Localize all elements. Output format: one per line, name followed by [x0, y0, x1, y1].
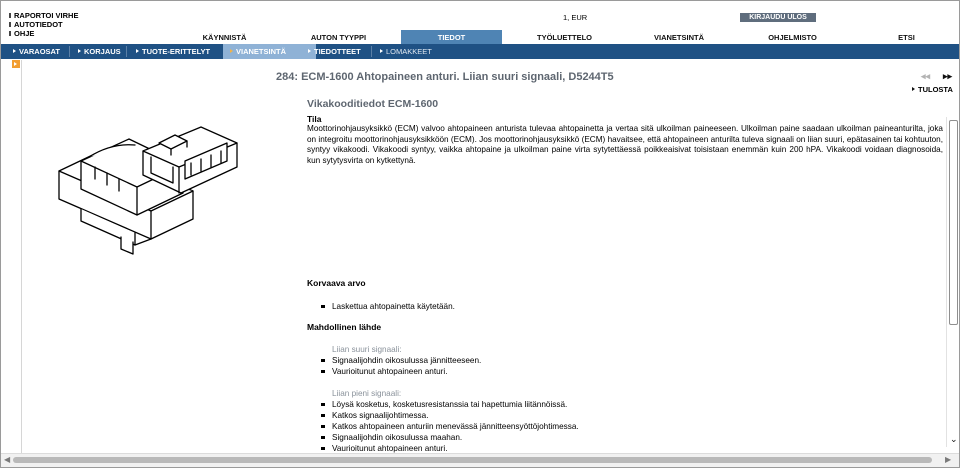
tab-start[interactable]: KÄYNNISTÄ	[202, 33, 247, 42]
subnav-divider	[371, 46, 372, 57]
next-page-button[interactable]: ▸▸	[943, 71, 953, 81]
arrow-icon	[912, 87, 915, 91]
subnav-specifications[interactable]: TUOTE-ERITTELYT	[129, 44, 232, 59]
report-error-link[interactable]: RAPORTOI VIRHE	[9, 11, 78, 20]
expand-panel-icon[interactable]	[12, 60, 20, 68]
help-link[interactable]: OHJE	[9, 29, 78, 38]
status-description: Moottorinohjausyksikkö (ECM) valvoo ahtopaineen anturista tulevaa ahtopainetta ja vertaa sitä ulkoilman paineeseen. Ulkoilman paine saadaan ulkoilman paineanturilta, joka on integroitu moottorinohjausyksikköön (ECM). Jos moottorinohjausyksikkö (ECM) havaitsee, että ahtopaineen anturilta tuleva signaali on liian suuri, epätasainen tai kohtuuton, syntyy vikakoodi. Vikakoodi syntyy, vaikka ahtopaine ja ulkoilman paine virta sytytettäessä poikkeaisivat toisistaan enemmän kuin 200 hPA. Vikakoodi voidaan diagnosoida, kun sytytysvirta on kytkettynä.	[307, 124, 943, 165]
low-signal-label: Liian pieni signaali:	[332, 388, 402, 398]
vertical-scrollbar[interactable]	[946, 117, 960, 447]
arrow-icon	[308, 49, 311, 53]
link-bullet-icon	[9, 22, 11, 27]
low-signal-list	[307, 399, 943, 454]
list-item: Vaurioitunut ahtopaineen anturi.	[332, 366, 943, 377]
substitute-value-section	[307, 278, 943, 312]
subnav-divider	[126, 46, 127, 57]
list-item: Katkos signaalijohtimessa.	[332, 410, 943, 421]
vehicle-info-link[interactable]: AUTOTIEDOT	[9, 20, 78, 29]
list-item: Signaalijohdin oikosulussa maahan.	[332, 432, 943, 443]
possible-source-heading: Mahdollinen lähde	[307, 322, 382, 332]
list-item: Katkos ahtopaineen anturiin menevässä jännitteensyöttöjohtimessa.	[332, 421, 943, 432]
substitute-value-heading: Korvaava arvo	[307, 278, 366, 288]
chevron-down-icon[interactable]: ⌄	[950, 434, 958, 444]
subnav-forms[interactable]: LOMAKKEET	[373, 44, 456, 59]
vertical-scroll-thumb[interactable]	[949, 120, 958, 325]
subnav-bulletins[interactable]: TIEDOTTEET	[301, 44, 382, 59]
list-item: Laskettua ahtopainetta käytetään.	[332, 301, 943, 312]
high-signal-label: Liian suuri signaali:	[332, 344, 402, 354]
header-links	[9, 11, 78, 38]
content-area	[307, 99, 943, 166]
high-signal-list	[307, 355, 943, 377]
logout-button[interactable]: KIRJAUDU ULOS	[740, 13, 816, 22]
main-tabs	[173, 30, 959, 44]
subnav-diagnostics[interactable]: VIANETSINTÄ	[223, 44, 316, 59]
list-item: Signaalijohdin oikosulussa jännitteeseen.	[332, 355, 943, 366]
link-bullet-icon	[9, 31, 11, 36]
subnav-parts[interactable]: VARAOSAT	[6, 44, 74, 59]
content-heading: Vikakooditiedot ECM-1600	[307, 98, 439, 110]
tab-work-list[interactable]: TYÖLUETTELO	[537, 33, 592, 42]
sub-nav	[1, 44, 959, 59]
subnav-repair[interactable]: KORJAUS	[71, 44, 134, 59]
horizontal-scrollbar[interactable]	[1, 453, 959, 467]
arrow-icon	[13, 49, 16, 53]
tab-vehicle-type[interactable]: AUTON TYYPPI	[310, 33, 367, 42]
possible-source-section	[307, 322, 943, 454]
scroll-left-icon[interactable]: ◀	[4, 455, 11, 464]
tab-search[interactable]: ETSI	[898, 33, 915, 42]
subnav-divider	[69, 46, 70, 57]
currency-indicator: 1, EUR	[563, 13, 588, 22]
horizontal-scroll-thumb[interactable]	[13, 457, 932, 463]
arrow-icon	[136, 49, 139, 53]
pressure-sensor-illustration	[51, 121, 251, 271]
list-item: Löysä kosketus, kosketusresistanssia tai hapettumia liitännöissä.	[332, 399, 943, 410]
page-title: 284: ECM-1600 Ahtopaineen anturi. Liian suuri signaali, D5244T5	[276, 71, 614, 83]
tab-software[interactable]: OHJELMISTO	[768, 33, 817, 42]
link-bullet-icon	[9, 13, 11, 18]
substitute-value-list	[307, 301, 943, 312]
print-button[interactable]: TULOSTA	[912, 85, 953, 94]
tab-diagnostics[interactable]: VIANETSINTÄ	[653, 33, 704, 42]
status-heading: Tila	[307, 113, 322, 124]
tab-information[interactable]: TIEDOT	[401, 30, 502, 44]
panel-divider	[21, 60, 22, 454]
arrow-icon	[78, 49, 81, 53]
list-item: Vaurioitunut ahtopaineen anturi.	[332, 443, 943, 454]
arrow-icon	[230, 49, 233, 53]
arrow-icon	[380, 49, 383, 53]
previous-page-button[interactable]: ◂◂	[921, 71, 931, 81]
scroll-right-icon[interactable]: ▶	[945, 455, 952, 464]
